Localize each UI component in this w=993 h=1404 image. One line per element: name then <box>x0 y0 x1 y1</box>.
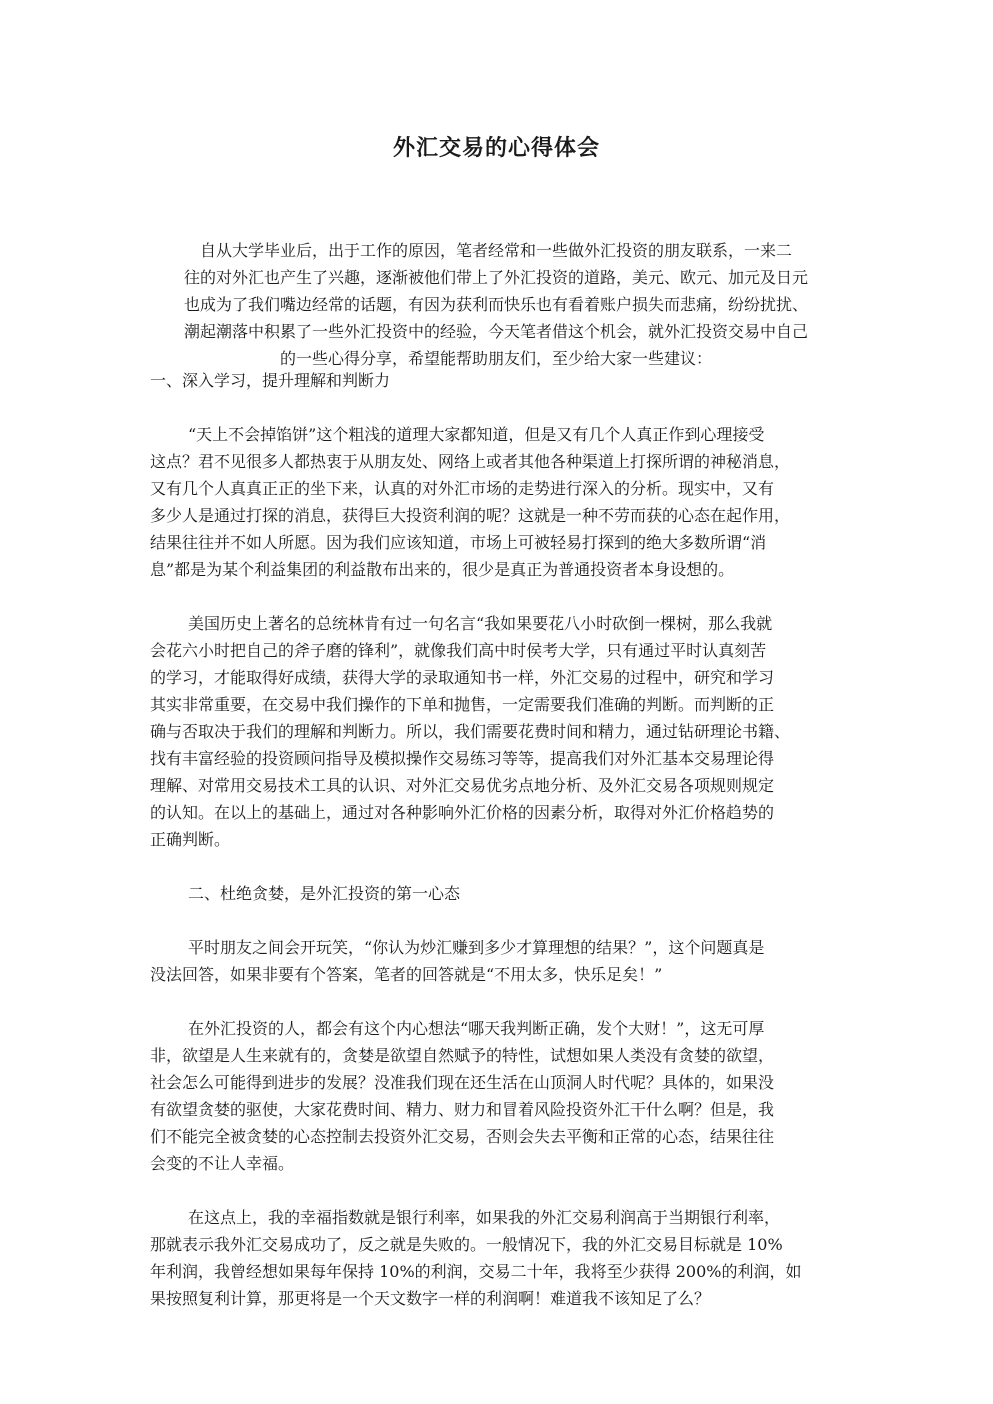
document-body <box>150 367 842 1312</box>
paragraph-line: 果按照复利计算，那更将是一个天文数字一样的利润啊！难道我不该知足了么？ <box>150 1289 711 1308</box>
paragraph-2 <box>150 610 842 853</box>
paragraph-3 <box>150 934 842 988</box>
paragraph-1 <box>150 421 842 583</box>
paragraph-line: 的学习，才能取得好成绩，获得大学的录取通知书一样，外汇交易的过程中，研究和学习 <box>150 668 775 687</box>
paragraph-line: 这点？君不见很多人都热衷于从朋友处、网络上或者其他各种渠道上打探所谓的神秘消息， <box>150 452 791 471</box>
intro-line: 也成为了我们嘴边经常的话题，有因为获利而快乐也有看着账户损失而悲痛，纷纷扰扰、 <box>183 295 808 314</box>
paragraph-5 <box>150 1204 842 1312</box>
intro-line: 潮起潮落中积累了一些外汇投资中的经验，今天笔者借这个机会，就外汇投资交易中自己 <box>183 322 808 341</box>
paragraph-line: 没法回答，如果非要有个答案，笔者的回答就是“不用太多，快乐足矣！” <box>150 965 663 984</box>
paragraph-line: 结果往往并不如人所愿。因为我们应该知道，市场上可被轻易打探到的绝大多数所谓“消 <box>150 533 767 552</box>
paragraph-line: 的认知。在以上的基础上，通过对各种影响外汇价格的因素分析，取得对外汇价格趋势的 <box>150 803 775 822</box>
paragraph-line: 平时朋友之间会开玩笑，“你认为炒汇赚到多少才算理想的结果？”，这个问题真是 <box>188 938 765 957</box>
paragraph-line: 理解、对常用交易技术工具的认识、对外汇交易优劣点地分析、及外汇交易各项规则规定 <box>150 776 775 795</box>
paragraph-line: 多少人是通过打探的消息，获得巨大投资利润的呢？这就是一种不劳而获的心态在起作用， <box>150 506 791 525</box>
paragraph-line: 找有丰富经验的投资顾问指导及模拟操作交易练习等等，提高我们对外汇基本交易理论得 <box>150 749 775 768</box>
paragraph-line: 年利润，我曾经想如果每年保持 10%的利润，交易二十年，我将至少获得 200%的利润，如 <box>150 1262 802 1281</box>
spacer <box>150 853 842 880</box>
paragraph-line: 在外汇投资的人，都会有这个内心想法“哪天我判断正确，发个大财！”，这无可厚 <box>188 1019 765 1038</box>
paragraph-line: 有欲望贪婪的驱使，大家花费时间、精力、财力和冒着风险投资外汇干什么啊？但是，我 <box>150 1100 775 1119</box>
paragraph-line: 们不能完全被贪婪的心态控制去投资外汇交易，否则会失去平衡和正常的心态，结果往往 <box>150 1127 775 1146</box>
paragraph-line: 在这点上，我的幸福指数就是银行利率，如果我的外汇交易利润高于当期银行利率， <box>188 1208 781 1227</box>
paragraph-line: 那就表示我外汇交易成功了，反之就是失败的。一般情况下，我的外汇交易目标就是 10% <box>150 1235 783 1254</box>
section-heading-2: 二、杜绝贪婪，是外汇投资的第一心态 <box>188 884 461 903</box>
paragraph-line: 美国历史上著名的总统林肯有过一句名言“我如果要花八小时砍倒一棵树，那么我就 <box>188 614 773 633</box>
section-heading-1: 一、深入学习，提升理解和判断力 <box>150 371 391 390</box>
paragraph-4 <box>150 1015 842 1177</box>
document-title: 外汇交易的心得体会 <box>392 135 600 161</box>
intro-line: 往的对外汇也产生了兴趣，逐渐被他们带上了外汇投资的道路，美元、欧元、加元及日元 <box>183 268 808 287</box>
intro-line: 的一些心得分享，希望能帮助朋友们，至少给大家一些建议： <box>279 349 712 368</box>
spacer <box>150 583 842 610</box>
paragraph-line: 其实非常重要，在交易中我们操作的下单和抛售，一定需要我们准确的判断。而判断的正 <box>150 695 775 714</box>
spacer <box>150 988 842 1015</box>
paragraph-line: 确与否取决于我们的理解和判断力。所以，我们需要花费时间和精力，通过钻研理论书籍、 <box>150 722 791 741</box>
intro-line: 自从大学毕业后，出于工作的原因，笔者经常和一些做外汇投资的朋友联系，一来二 <box>199 241 792 260</box>
paragraph-line: 社会怎么可能得到进步的发展？没准我们现在还生活在山顶洞人时代呢？具体的，如果没 <box>150 1073 775 1092</box>
spacer <box>150 1177 842 1204</box>
spacer <box>150 907 842 934</box>
paragraph-line: 非，欲望是人生来就有的，贪婪是欲望自然赋予的特性，试想如果人类没有贪婪的欲望， <box>150 1046 775 1065</box>
paragraph-line: 会变的不让人幸福。 <box>150 1154 295 1173</box>
paragraph-line: 正确判断。 <box>150 830 231 849</box>
intro-paragraph <box>150 237 842 372</box>
paragraph-line: “天上不会掉馅饼”这个粗浅的道理大家都知道，但是又有几个人真正作到心理接受 <box>188 425 765 444</box>
paragraph-line: 又有几个人真真正正的坐下来，认真的对外汇市场的走势进行深入的分析。现实中，又有 <box>150 479 775 498</box>
paragraph-line: 会花六小时把自己的斧子磨的锋利”，就像我们高中时侯考大学，只有通过平时认真刻苦 <box>150 641 767 660</box>
spacer <box>150 394 842 421</box>
paragraph-line: 息”都是为某个利益集团的利益散布出来的，很少是真正为普通投资者本身设想的。 <box>150 560 735 579</box>
